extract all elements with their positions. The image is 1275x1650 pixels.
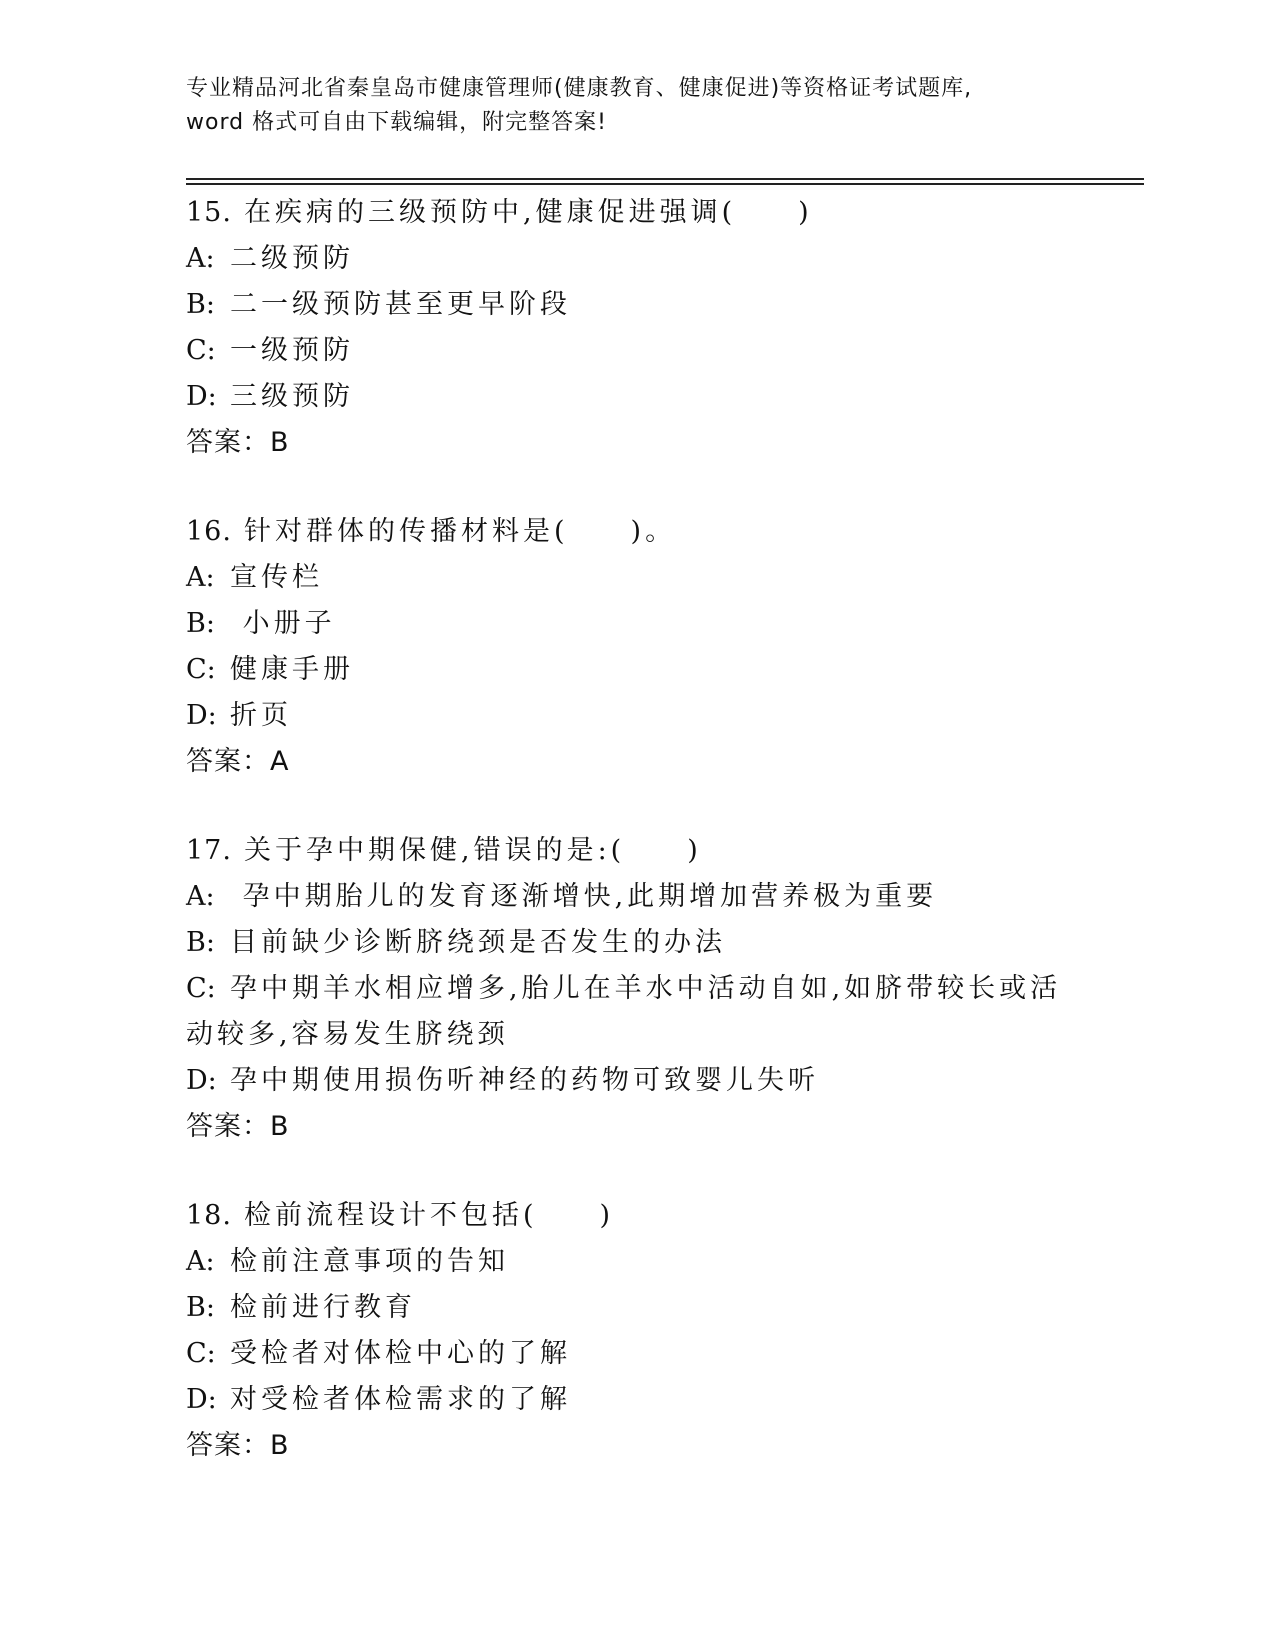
option-letter: B: <box>186 608 215 639</box>
question-item <box>186 828 1086 1150</box>
option-letter: C: <box>186 654 216 685</box>
option-letter: D: <box>186 1065 217 1096</box>
option-b <box>186 282 1086 328</box>
answer-line: 答案：B <box>186 1430 290 1461</box>
option-a <box>186 1239 1086 1285</box>
option-text: 二级预防 <box>230 243 354 274</box>
option-text: 孕中期羊水相应增多,胎儿在羊水中活动自如,如脐带较长或活动较多,容易发生脐绕颈 <box>186 973 1062 1050</box>
answer-line: 答案：B <box>186 427 290 458</box>
option-b <box>186 1285 1086 1331</box>
question-number: 16. <box>186 516 232 547</box>
question-text: 针对群体的传播材料是( )。 <box>244 516 677 547</box>
question-item <box>186 509 1086 785</box>
question-stem <box>186 828 1086 874</box>
option-d <box>186 1377 1086 1423</box>
option-d <box>186 693 1086 739</box>
option-letter: B: <box>186 1292 215 1323</box>
option-d <box>186 1058 1086 1104</box>
question-list <box>186 190 1086 1512</box>
question-text: 关于孕中期保健,错误的是:( ) <box>244 835 702 866</box>
option-letter: A: <box>186 562 215 593</box>
option-letter: C: <box>186 335 216 366</box>
option-text: 孕中期使用损伤听神经的药物可致婴儿失听 <box>230 1065 819 1096</box>
answer-line: 答案：A <box>186 746 290 777</box>
document-header <box>186 72 1086 140</box>
option-a <box>186 236 1086 282</box>
question-number: 18. <box>186 1200 232 1231</box>
option-text: 受检者对体检中心的了解 <box>230 1338 571 1369</box>
option-b <box>186 920 1086 966</box>
question-stem <box>186 1193 1086 1239</box>
option-text: 检前注意事项的告知 <box>230 1246 509 1277</box>
header-title-line: 专业精品河北省秦皇岛市健康管理师(健康教育、健康促进)等资格证考试题库, <box>186 76 973 101</box>
option-c <box>186 647 1086 693</box>
answer-line: 答案：B <box>186 1111 290 1142</box>
option-letter: B: <box>186 927 215 958</box>
option-c <box>186 1331 1086 1377</box>
header-divider-top <box>186 178 1144 180</box>
option-text: 健康手册 <box>230 654 354 685</box>
option-text: 孕中期胎儿的发育逐渐增快,此期增加营养极为重要 <box>230 881 938 912</box>
option-a <box>186 555 1086 601</box>
option-text: 小册子 <box>230 608 336 639</box>
option-text: 一级预防 <box>230 335 354 366</box>
option-b <box>186 601 1086 647</box>
option-letter: A: <box>186 881 215 912</box>
option-c <box>186 966 1066 1058</box>
question-number: 17. <box>186 835 232 866</box>
option-letter: A: <box>186 1246 215 1277</box>
question-item <box>186 190 1086 466</box>
option-text: 折页 <box>230 700 292 731</box>
option-letter: B: <box>186 289 215 320</box>
option-letter: A: <box>186 243 215 274</box>
question-stem <box>186 509 1086 555</box>
option-text: 目前缺少诊断脐绕颈是否发生的办法 <box>230 927 726 958</box>
question-text: 检前流程设计不包括( ) <box>244 1200 615 1231</box>
option-text: 二一级预防甚至更早阶段 <box>230 289 571 320</box>
option-letter: C: <box>186 973 216 1004</box>
option-d <box>186 374 1086 420</box>
option-text: 对受检者体检需求的了解 <box>230 1384 571 1415</box>
option-text: 检前进行教育 <box>230 1292 416 1323</box>
option-letter: D: <box>186 381 217 412</box>
option-text: 三级预防 <box>230 381 354 412</box>
option-text: 宣传栏 <box>230 562 323 593</box>
header-subtitle-line: word 格式可自由下载编辑，附完整答案! <box>186 110 607 135</box>
question-item <box>186 1193 1086 1469</box>
header-divider-bottom <box>186 183 1144 185</box>
option-a <box>186 874 1086 920</box>
option-letter: D: <box>186 1384 217 1415</box>
option-c <box>186 328 1086 374</box>
option-letter: C: <box>186 1338 216 1369</box>
option-letter: D: <box>186 700 217 731</box>
question-text: 在疾病的三级预防中,健康促进强调( ) <box>244 197 813 228</box>
question-number: 15. <box>186 197 232 228</box>
question-stem <box>186 190 1086 236</box>
